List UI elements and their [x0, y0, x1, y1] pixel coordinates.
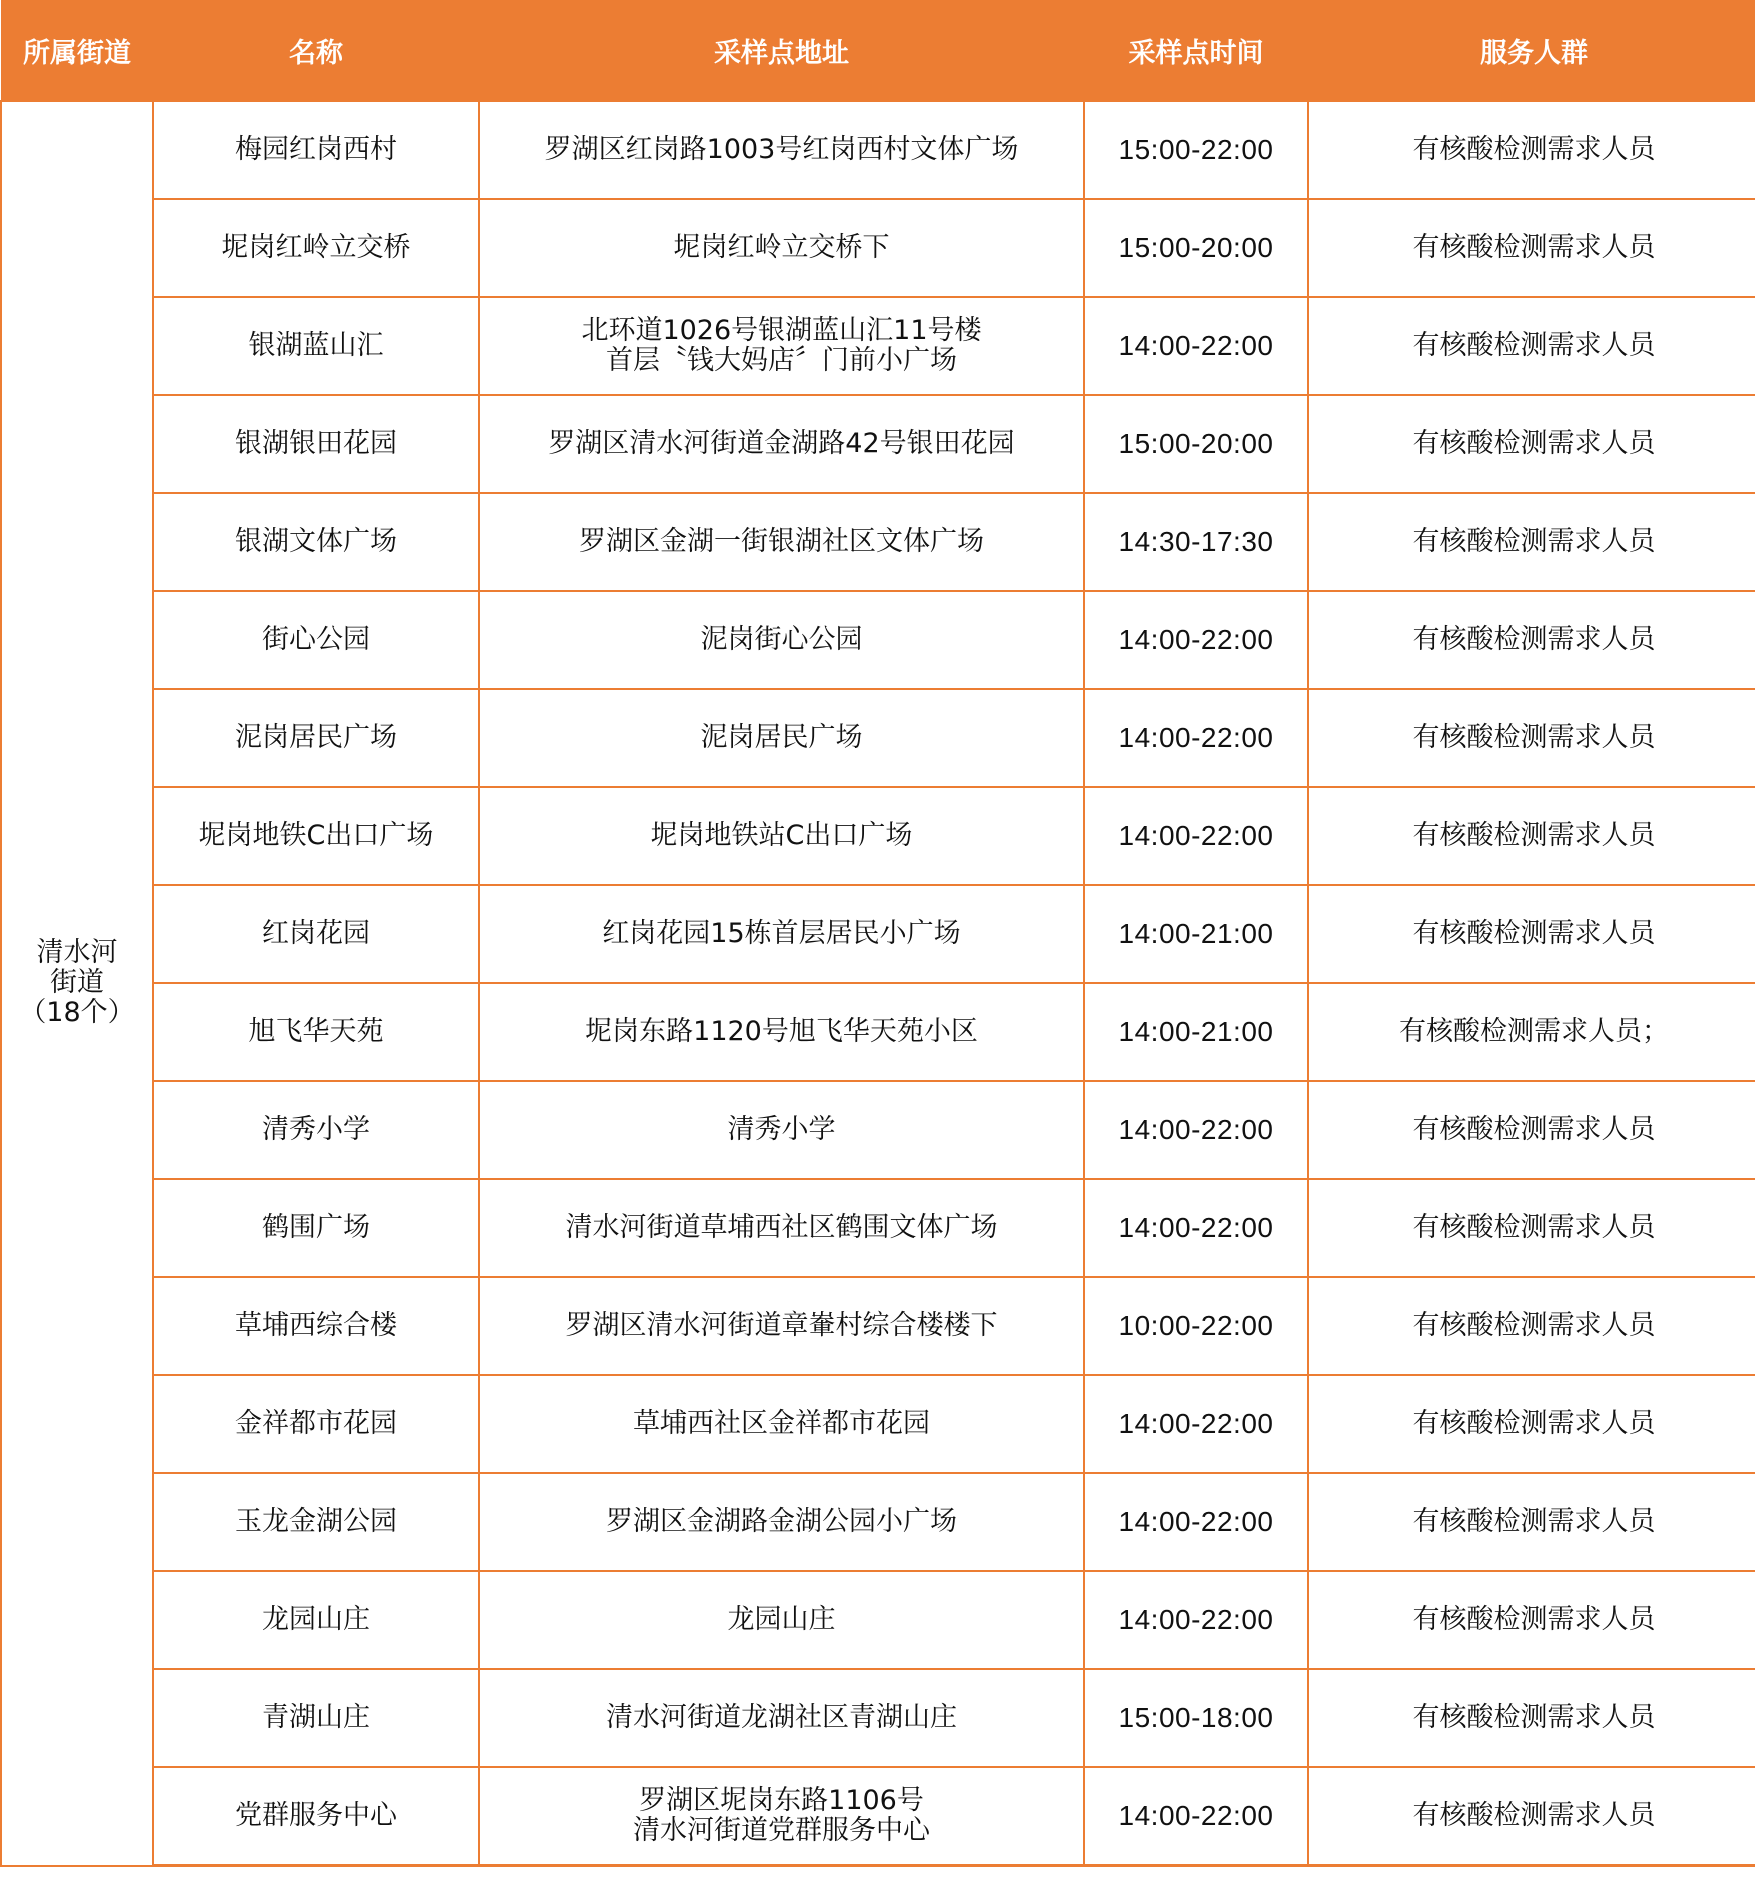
- table-row: [1, 787, 1759, 885]
- site-address: 罗湖区金湖一街银湖社区文体广场: [479, 493, 1084, 591]
- site-service: 有核酸检测需求人员: [1308, 493, 1759, 591]
- table-row: [1, 1277, 1759, 1375]
- site-name: 青湖山庄: [153, 1669, 479, 1767]
- site-name: 鹤围广场: [153, 1179, 479, 1277]
- site-name: 清秀小学: [153, 1081, 479, 1179]
- site-time: 10:00-22:00: [1084, 1277, 1308, 1375]
- page-right-margin: [1755, 0, 1759, 1903]
- table-row: [1, 101, 1759, 199]
- site-name: 街心公园: [153, 591, 479, 689]
- header-street: 所属街道: [1, 0, 153, 101]
- site-name: 银湖蓝山汇: [153, 297, 479, 395]
- site-service: 有核酸检测需求人员: [1308, 1571, 1759, 1669]
- site-service: 有核酸检测需求人员: [1308, 297, 1759, 395]
- site-time: 14:00-22:00: [1084, 1081, 1308, 1179]
- site-name: 坭岗红岭立交桥: [153, 199, 479, 297]
- site-address: 坭岗东路1120号旭飞华天苑小区: [479, 983, 1084, 1081]
- table-row: [1, 1081, 1759, 1179]
- site-service: 有核酸检测需求人员: [1308, 689, 1759, 787]
- street-cell: 清水河 街道 （18个）: [1, 101, 153, 1866]
- site-service: 有核酸检测需求人员: [1308, 1277, 1759, 1375]
- site-address: 罗湖区坭岗东路1106号 清水河街道党群服务中心: [479, 1767, 1084, 1866]
- site-time: 14:00-22:00: [1084, 1571, 1308, 1669]
- site-service: 有核酸检测需求人员: [1308, 101, 1759, 199]
- site-time: 14:00-22:00: [1084, 297, 1308, 395]
- site-service: 有核酸检测需求人员: [1308, 591, 1759, 689]
- site-time: 14:00-22:00: [1084, 1179, 1308, 1277]
- table-row: [1, 1767, 1759, 1866]
- site-service: 有核酸检测需求人员: [1308, 1375, 1759, 1473]
- site-name: 草埔西综合楼: [153, 1277, 479, 1375]
- table-row: [1, 591, 1759, 689]
- site-time: 14:00-22:00: [1084, 689, 1308, 787]
- site-service: 有核酸检测需求人员: [1308, 199, 1759, 297]
- site-address: 坭岗地铁站C出口广场: [479, 787, 1084, 885]
- site-service: 有核酸检测需求人员: [1308, 1081, 1759, 1179]
- table-row: [1, 983, 1759, 1081]
- site-name: 龙园山庄: [153, 1571, 479, 1669]
- site-service: 有核酸检测需求人员: [1308, 1179, 1759, 1277]
- site-service: 有核酸检测需求人员: [1308, 1473, 1759, 1571]
- header-service: 服务人群: [1308, 0, 1759, 101]
- table-row: [1, 493, 1759, 591]
- table-row: [1, 395, 1759, 493]
- table-row: [1, 297, 1759, 395]
- site-service: 有核酸检测需求人员: [1308, 395, 1759, 493]
- site-address: 罗湖区清水河街道金湖路42号银田花园: [479, 395, 1084, 493]
- site-name: 银湖文体广场: [153, 493, 479, 591]
- site-service: 有核酸检测需求人员: [1308, 1767, 1759, 1866]
- site-time: 14:00-22:00: [1084, 1375, 1308, 1473]
- site-name: 坭岗地铁C出口广场: [153, 787, 479, 885]
- header-address: 采样点地址: [479, 0, 1084, 101]
- header-name: 名称: [153, 0, 479, 101]
- site-time: 14:00-21:00: [1084, 983, 1308, 1081]
- site-name: 党群服务中心: [153, 1767, 479, 1866]
- site-address: 清水河街道草埔西社区鹤围文体广场: [479, 1179, 1084, 1277]
- table-row: [1, 1375, 1759, 1473]
- site-time: 14:00-22:00: [1084, 1767, 1308, 1866]
- table-row: [1, 1669, 1759, 1767]
- site-address: 清水河街道龙湖社区青湖山庄: [479, 1669, 1084, 1767]
- header-row: [1, 0, 1759, 101]
- table-row: [1, 1571, 1759, 1669]
- site-time: 14:00-22:00: [1084, 591, 1308, 689]
- site-address: 泥岗街心公园: [479, 591, 1084, 689]
- site-name: 银湖银田花园: [153, 395, 479, 493]
- site-service: 有核酸检测需求人员: [1308, 885, 1759, 983]
- site-name: 红岗花园: [153, 885, 479, 983]
- site-time: 14:00-22:00: [1084, 787, 1308, 885]
- site-time: 14:30-17:30: [1084, 493, 1308, 591]
- site-name: 梅园红岗西村: [153, 101, 479, 199]
- site-address: 清秀小学: [479, 1081, 1084, 1179]
- site-address: 草埔西社区金祥都市花园: [479, 1375, 1084, 1473]
- site-address: 红岗花园15栋首层居民小广场: [479, 885, 1084, 983]
- table-row: [1, 1473, 1759, 1571]
- site-name: 玉龙金湖公园: [153, 1473, 479, 1571]
- site-address: 北环道1026号银湖蓝山汇11号楼 首层〝钱大妈店〞门前小广场: [479, 297, 1084, 395]
- site-address: 坭岗红岭立交桥下: [479, 199, 1084, 297]
- site-time: 15:00-20:00: [1084, 395, 1308, 493]
- site-time: 14:00-22:00: [1084, 1473, 1308, 1571]
- site-time: 15:00-22:00: [1084, 101, 1308, 199]
- table-row: [1, 885, 1759, 983]
- site-address: 罗湖区金湖路金湖公园小广场: [479, 1473, 1084, 1571]
- site-service: 有核酸检测需求人员: [1308, 1669, 1759, 1767]
- site-address: 龙园山庄: [479, 1571, 1084, 1669]
- site-time: 15:00-20:00: [1084, 199, 1308, 297]
- site-name: 金祥都市花园: [153, 1375, 479, 1473]
- site-address: 罗湖区清水河街道章輋村综合楼楼下: [479, 1277, 1084, 1375]
- site-time: 14:00-21:00: [1084, 885, 1308, 983]
- site-name: 旭飞华天苑: [153, 983, 479, 1081]
- table-row: [1, 199, 1759, 297]
- site-service: 有核酸检测需求人员: [1308, 787, 1759, 885]
- header-time: 采样点时间: [1084, 0, 1308, 101]
- site-name: 泥岗居民广场: [153, 689, 479, 787]
- site-service: 有核酸检测需求人员；: [1308, 983, 1759, 1081]
- site-time: 15:00-18:00: [1084, 1669, 1308, 1767]
- table-row: [1, 1179, 1759, 1277]
- table-row: [1, 689, 1759, 787]
- site-address: 泥岗居民广场: [479, 689, 1084, 787]
- site-address: 罗湖区红岗路1003号红岗西村文体广场: [479, 101, 1084, 199]
